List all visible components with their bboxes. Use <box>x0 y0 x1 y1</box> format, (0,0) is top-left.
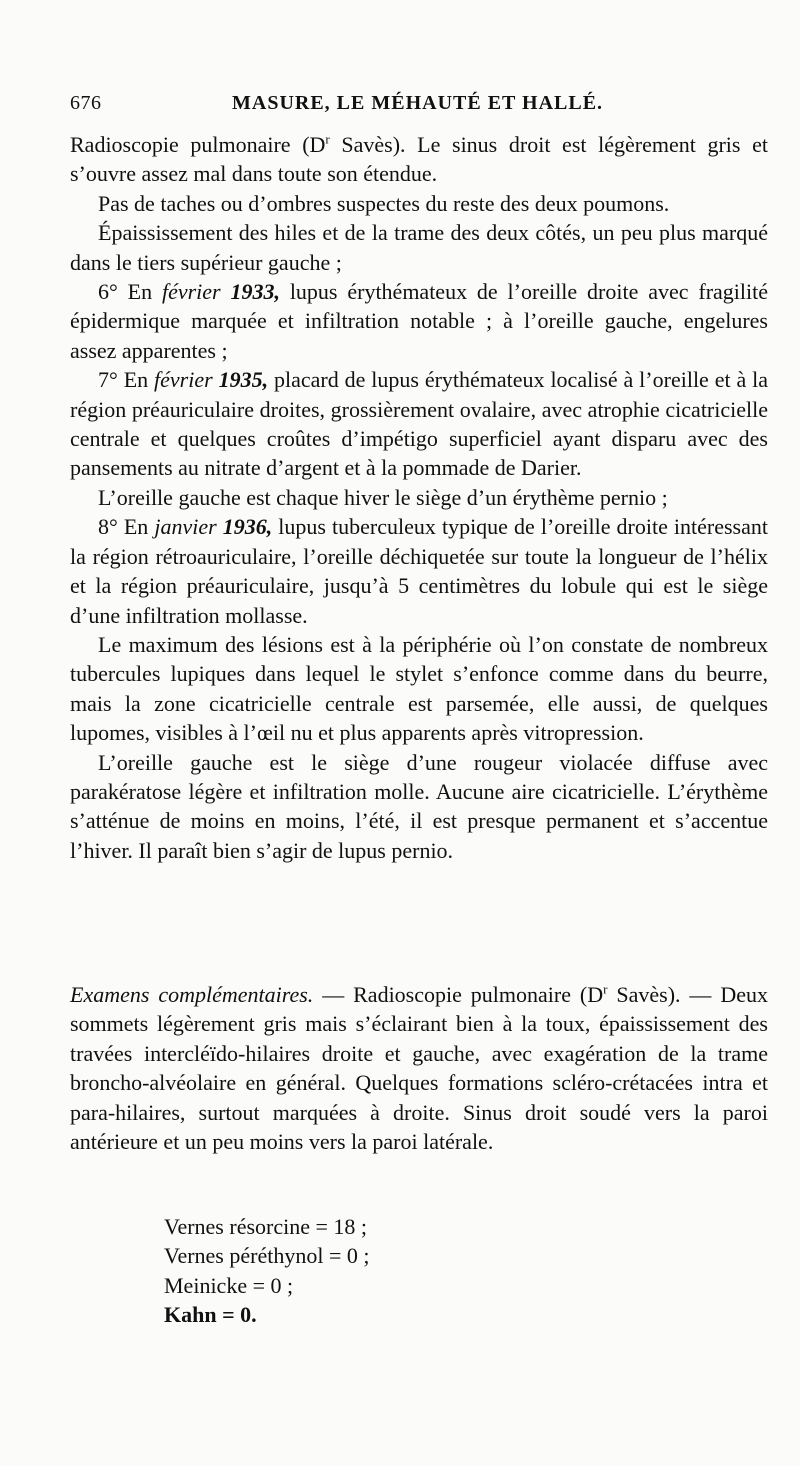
text-span: placard de lupus érythémateux localisé à l’oreille et à la région préauriculaire droites, grossièrement ovalaire, avec atrophie cicatricielle centrale et quelques croûtes d’impétigo superficiel ayant disparu avec des pansements au nitrate d’argent et à la pommade de Darier. <box>70 367 769 481</box>
result-line: Meinicke = 0 ; <box>164 1272 294 1298</box>
year: 1933, <box>220 279 280 305</box>
text-span: Savès). Le sinus droit est légèrement gris et s’ouvre assez mal dans toute son étendue. <box>70 132 768 187</box>
text-span: 7° En <box>98 367 155 393</box>
paragraph-lungs: Pas de taches ou d’ombres suspectes du reste des deux poumons. <box>98 190 670 216</box>
paragraph-item-6 <box>70 277 768 365</box>
paragraph-item-7 <box>70 365 768 483</box>
month: février <box>154 367 213 393</box>
case-history-text <box>70 130 768 865</box>
year: 1935, <box>212 367 269 393</box>
page-number: 676 <box>70 92 102 114</box>
serology-results <box>164 1212 369 1330</box>
paragraph-radioscopy <box>70 130 768 189</box>
running-head: MASURE, LE MÉHAUTÉ ET HALLÉ. <box>232 92 604 114</box>
text-span: lupus tuberculeux typique de l’oreille droite intéressant la région rétroauriculaire, l’oreille déchiquetée sur toute la longueur de l’hélix et la région préauriculaire, jusqu’à 5 centimètres du lobule qui est le siège d’une infiltration mollasse. <box>70 514 768 628</box>
text-span: 6° En <box>98 279 162 305</box>
text-span: Radioscopie pulmonaire (D <box>70 132 326 157</box>
month: février <box>161 279 221 305</box>
result-line: Vernes péréthynol = 0 ; <box>164 1243 370 1269</box>
result-line: Vernes résorcine = 18 ; <box>164 1214 368 1239</box>
text-span: lupus érythémateux de l’oreille droite avec fragilité épidermique marquée et infiltration notable ; à l’oreille gauche, engelures assez apparentes ; <box>70 279 768 363</box>
paragraph-item-8 <box>70 512 768 630</box>
section-heading: Examens complémentaires. <box>70 982 314 1007</box>
text-span: Savès). — Deux sommets légèrement gris mais s’éclairant bien à la toux, épaississement des travées intercléïdo-hilaires droite et gauche, avec exagération de la trame broncho-alvéolaire en général. Quelques formations scléro-crétacées intra et para-hilaires, surtout marquées à droite. Sinus droit soudé vers la paroi antérieure et un peu moins vers la paroi latérale. <box>70 982 768 1155</box>
paragraph-hiles: Épaississement des hiles et de la trame des deux côtés, un peu plus marqué dans le tiers supérieur gauche ; <box>70 220 768 275</box>
text-span: 8° En <box>98 514 155 540</box>
month: janvier <box>154 514 217 540</box>
superscript: r <box>603 981 608 997</box>
paragraph-exams <box>70 980 768 1156</box>
complementary-exams <box>70 980 768 1156</box>
text-span: — Radioscopie pulmonaire (D <box>313 982 604 1007</box>
superscript: r <box>325 131 330 147</box>
paragraph-left-ear-pernio: L’oreille gauche est le siège d’une rougeur violacée diffuse avec parakératose légère et infiltration molle. Aucune aire cicatricielle. L’érythème s’atténue de moins en moins, l’été, il est presque permanent et s’accentue l’hiver. Il paraît bien s’agir de lupus pernio. <box>70 749 768 863</box>
paragraph-left-ear: L’oreille gauche est chaque hiver le siège d’un érythème pernio ; <box>98 484 668 510</box>
paragraph-lesions: Le maximum des lésions est à la périphérie où l’on constate de nombreux tubercules lupiques dans lequel le stylet s’enfonce comme dans du beurre, mais la zone cicatricielle centrale est parsemée, elle aussi, de quelques lupomes, visibles à l’œil nu et plus apparents après vitropression. <box>70 631 768 746</box>
year: 1936, <box>216 514 273 540</box>
result-line: Kahn = 0. <box>164 1302 257 1328</box>
page-header <box>70 92 770 124</box>
